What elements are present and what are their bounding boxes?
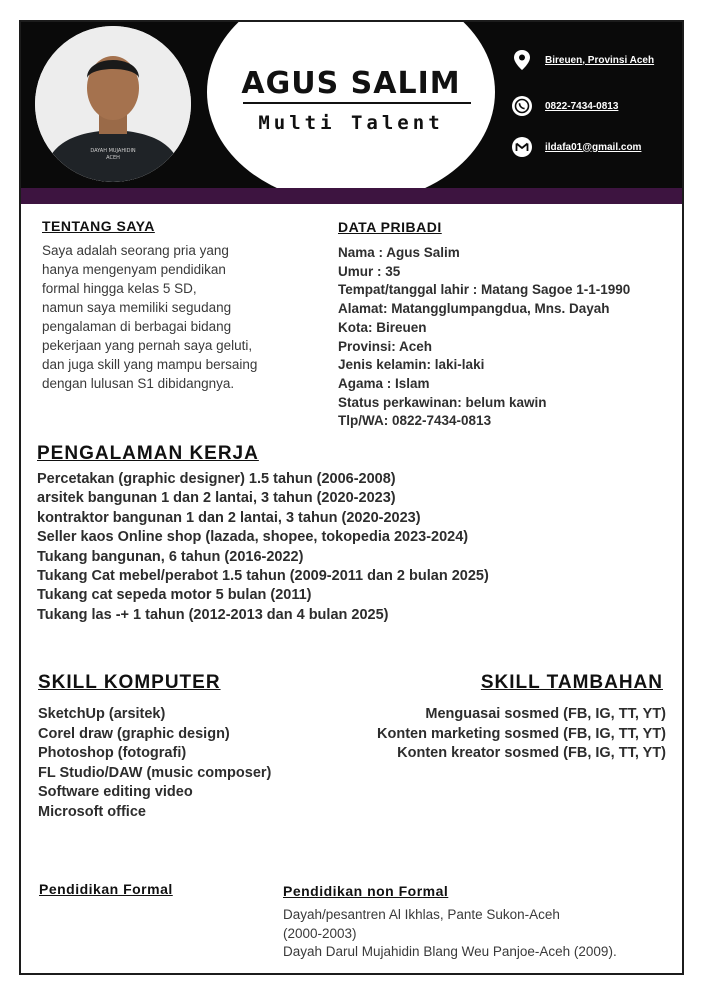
experience-item: arsitek bangunan 1 dan 2 lantai, 3 tahun (2020-2023) [37, 490, 396, 507]
phone-text: 0822-7434-0813 [545, 100, 619, 112]
skill-item: Software editing video [38, 784, 193, 801]
skills-computer-heading: SKILL KOMPUTER [38, 672, 221, 693]
about-line: hanya mengenyam pendidikan [42, 262, 226, 277]
cv-page [19, 20, 684, 975]
education-formal-heading: Pendidikan Formal [39, 881, 173, 897]
experience-item: Tukang bangunan, 6 tahun (2016-2022) [37, 548, 304, 565]
skills-computer-list [38, 705, 271, 823]
experience-item: Percetakan (graphic designer) 1.5 tahun (2006-2008) [37, 471, 396, 487]
about-line: pekerjaan yang pernah saya geluti, [42, 338, 253, 353]
about-line: pengalaman di berbagai bidang [42, 319, 232, 334]
email-text: ildafa01@gmail.com [545, 141, 642, 153]
skill-item: FL Studio/DAW (music composer) [38, 764, 272, 781]
skill-item: Microsoft office [38, 803, 146, 820]
person-title: Multi Talent [258, 112, 444, 134]
skill-item: Konten marketing sosmed (FB, IG, TT, YT) [377, 725, 666, 742]
personal-line: Nama : Agus Salim [338, 245, 460, 260]
whatsapp-icon [511, 95, 533, 117]
shirt-print-line-1: DAYAH MUJAHIDIN [90, 148, 136, 154]
about-line: namun saya memiliki segudang [42, 300, 232, 315]
contact-email [511, 133, 641, 161]
personal-line: Status perkawinan: belum kawin [338, 394, 547, 410]
experience-item: Tukang cat sepeda motor 5 bulan (2011) [37, 587, 312, 604]
about-text [42, 241, 312, 393]
education-line: (2000-2003) [283, 925, 357, 941]
about-line: dengan lulusan S1 dibidangnya. [42, 376, 235, 391]
experience-item: kontraktor bangunan 1 dan 2 lantai, 3 tahun (2020-2023) [37, 509, 421, 526]
profile-photo [35, 26, 191, 182]
education-nonformal-list [283, 906, 617, 962]
education-line: Dayah/pesantren Al Ikhlas, Pante Sukon-Aceh [283, 907, 560, 922]
person-name: AGUS SALIM [241, 66, 461, 101]
location-text: Bireuen, Provinsi Aceh [545, 54, 655, 66]
experience-list [37, 470, 489, 625]
personal-data [338, 244, 630, 431]
experience-item: Tukang las -+ 1 tahun (2012-2013 dan 4 bulan 2025) [37, 606, 389, 623]
skill-item: SketchUp (arsitek) [38, 706, 166, 722]
gmail-icon [511, 136, 533, 158]
experience-heading: PENGALAMAN KERJA [37, 443, 259, 464]
accent-band [21, 188, 682, 204]
personal-line: Umur : 35 [338, 263, 401, 279]
personal-line: Tlp/WA: 0822-7434-0813 [338, 413, 492, 429]
about-line: dan juga skill yang mampu bersaing [42, 357, 258, 372]
personal-heading: DATA PRIBADI [338, 219, 442, 235]
skill-item: Konten kreator sosmed (FB, IG, TT, YT) [397, 745, 666, 762]
personal-line: Alamat: Matangglumpangdua, Mns. Dayah [338, 301, 610, 317]
personal-line: Tempat/tanggal lahir : Matang Sagoe 1-1-1990 [338, 282, 631, 298]
profile-photo-illustration [35, 26, 191, 182]
location-pin-icon [511, 49, 533, 71]
personal-line: Agama : Islam [338, 375, 430, 391]
skills-extra-list [377, 705, 666, 764]
skills-extra-heading: SKILL TAMBAHAN [480, 672, 663, 693]
name-underline [243, 102, 471, 104]
skill-item: Photoshop (fotografi) [38, 745, 187, 762]
personal-line: Provinsi: Aceh [338, 338, 433, 354]
personal-line: Jenis kelamin: laki-laki [338, 357, 485, 373]
about-heading: TENTANG SAYA [42, 218, 155, 234]
about-line: formal hingga kelas 5 SD, [42, 281, 197, 296]
shirt-print-line-2: ACEH [106, 155, 120, 161]
contact-location [511, 46, 654, 74]
experience-item: Tukang Cat mebel/perabot 1.5 tahun (2009-2011 dan 2 bulan 2025) [37, 568, 489, 585]
education-line: Dayah Darul Mujahidin Blang Weu Panjoe-Aceh (2009). [283, 944, 617, 959]
education-nonformal-heading: Pendidikan non Formal [283, 883, 449, 899]
experience-item: Seller kaos Online shop (lazada, shopee, tokopedia 2023-2024) [37, 529, 469, 546]
personal-line: Kota: Bireuen [338, 319, 427, 335]
skill-item: Corel draw (graphic design) [38, 725, 230, 742]
contact-phone [511, 92, 618, 120]
about-line: Saya adalah seorang pria yang [42, 243, 229, 258]
header [21, 22, 682, 188]
skill-item: Menguasai sosmed (FB, IG, TT, YT) [425, 706, 666, 722]
